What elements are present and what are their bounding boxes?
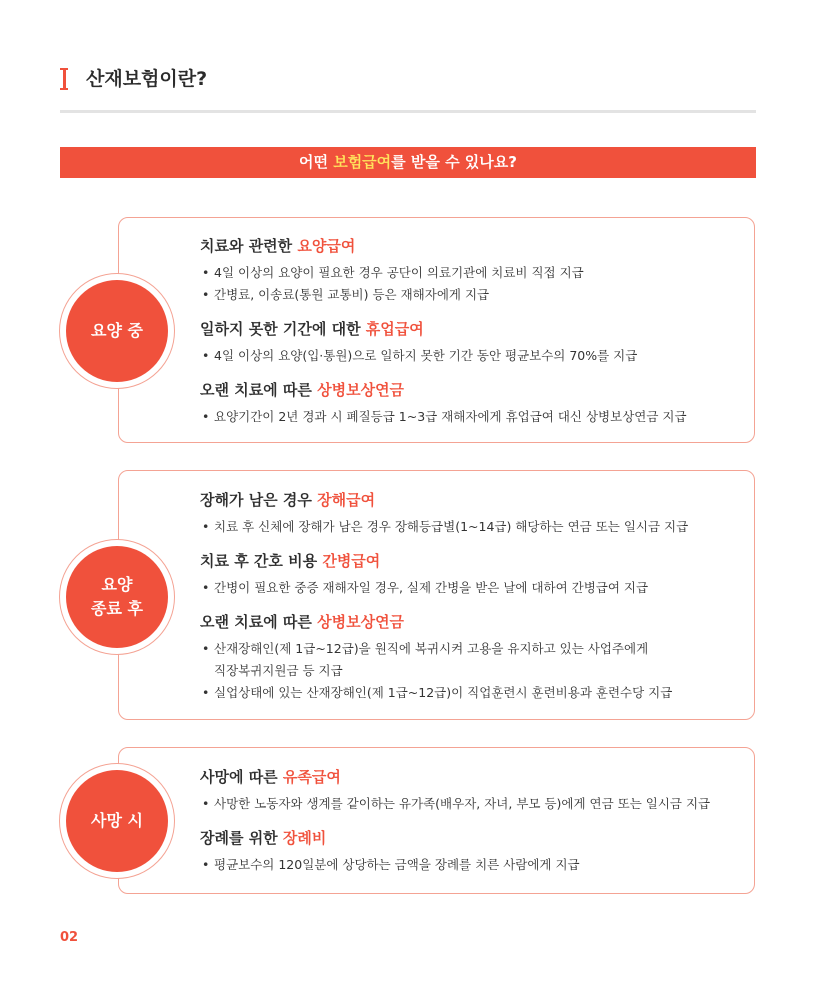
section-title-prefix: 장해가 남은 경우 — [200, 491, 318, 509]
list-item: • 평균보수의 120일분에 상당하는 금액을 장례를 치른 사람에게 지급 — [200, 854, 745, 876]
stage-label: 요양 중 — [91, 321, 143, 340]
benefit-section — [200, 380, 745, 428]
section-title-prefix: 오랜 치료에 따른 — [200, 381, 318, 399]
section-title-prefix: 장례를 위한 — [200, 829, 283, 847]
title-marker-icon — [60, 68, 68, 90]
benefit-section — [200, 236, 745, 306]
section-title — [200, 612, 745, 632]
section-title-prefix: 오랜 치료에 따른 — [200, 613, 318, 631]
stage-badge — [66, 546, 168, 648]
section-title-highlight: 장해급여 — [317, 491, 376, 509]
list-item: • 치료 후 신체에 장해가 남은 경우 장해등급별(1~14급) 해당하는 연금 또는 일시금 지급 — [200, 516, 745, 538]
list-item: • 실업상태에 있는 산재장해인(제 1급~12급)이 직업훈련시 훈련비용과 훈련수당 지급 — [200, 682, 745, 704]
section-title-highlight: 휴업급여 — [365, 320, 424, 338]
list-item-continuation: 직장복귀지원금 등 지급 — [214, 663, 343, 678]
section-title — [200, 490, 745, 510]
section-title-prefix: 치료 후 간호 비용 — [200, 552, 323, 570]
banner-suffix: 를 받을 수 있나요? — [391, 153, 517, 171]
list-item: • 사망한 노동자와 생계를 같이하는 유가족(배우자, 자녀, 부모 등)에게 연금 또는 일시금 지급 — [200, 793, 745, 815]
stage-badge — [66, 280, 168, 382]
question-banner — [60, 147, 756, 178]
list-item: • 간병료, 이송료(통원 교통비) 등은 재해자에게 지급 — [200, 284, 745, 306]
stage-label: 사망 시 — [91, 811, 143, 830]
stage-badge — [66, 770, 168, 872]
section-title-highlight: 상병보상연금 — [317, 613, 405, 631]
section-title — [200, 319, 745, 339]
benefit-section — [200, 767, 745, 815]
section-title-highlight: 유족급여 — [282, 768, 341, 786]
list-item: • 간병이 필요한 중증 재해자일 경우, 실제 간병을 받은 날에 대하여 간병급여 지급 — [200, 577, 745, 599]
section-title-highlight: 장례비 — [282, 829, 327, 847]
banner-highlight: 보험급여 — [333, 153, 392, 171]
list-item: • 산재장해인(제 1급~12급)을 원직에 복귀시켜 고용을 유지하고 있는 사업주에게 — [200, 638, 745, 660]
section-title — [200, 767, 745, 787]
section-title-prefix: 사망에 따른 — [200, 768, 283, 786]
section-title — [200, 551, 745, 571]
section-title — [200, 236, 745, 256]
benefit-section — [200, 490, 745, 538]
divider — [60, 110, 756, 113]
list-item: • 요양기간이 2년 경과 시 폐질등급 1~3급 재해자에게 휴업급여 대신 상병보상연금 지급 — [200, 406, 745, 428]
section-title — [200, 380, 745, 400]
benefit-section — [200, 612, 745, 704]
section-title — [200, 828, 745, 848]
section-title-highlight: 요양급여 — [297, 237, 356, 255]
benefit-section — [200, 828, 745, 876]
section-title-prefix: 일하지 못한 기간에 대한 — [200, 320, 366, 338]
section-title-highlight: 간병급여 — [322, 552, 381, 570]
page-title: 산재보험이란? — [86, 68, 208, 90]
stage-label: 요양 종료 후 — [91, 575, 143, 618]
banner-prefix: 어떤 — [299, 153, 334, 171]
page-number: 02 — [60, 930, 79, 945]
benefit-section — [200, 551, 745, 599]
section-title-prefix: 치료와 관련한 — [200, 237, 298, 255]
benefit-section — [200, 319, 745, 367]
section-title-highlight: 상병보상연금 — [317, 381, 405, 399]
list-item: • 4일 이상의 요양(입·통원)으로 일하지 못한 기간 동안 평균보수의 70%를 지급 — [200, 345, 745, 367]
list-item: • 4일 이상의 요양이 필요한 경우 공단이 의료기관에 치료비 직접 지급 — [200, 262, 745, 284]
